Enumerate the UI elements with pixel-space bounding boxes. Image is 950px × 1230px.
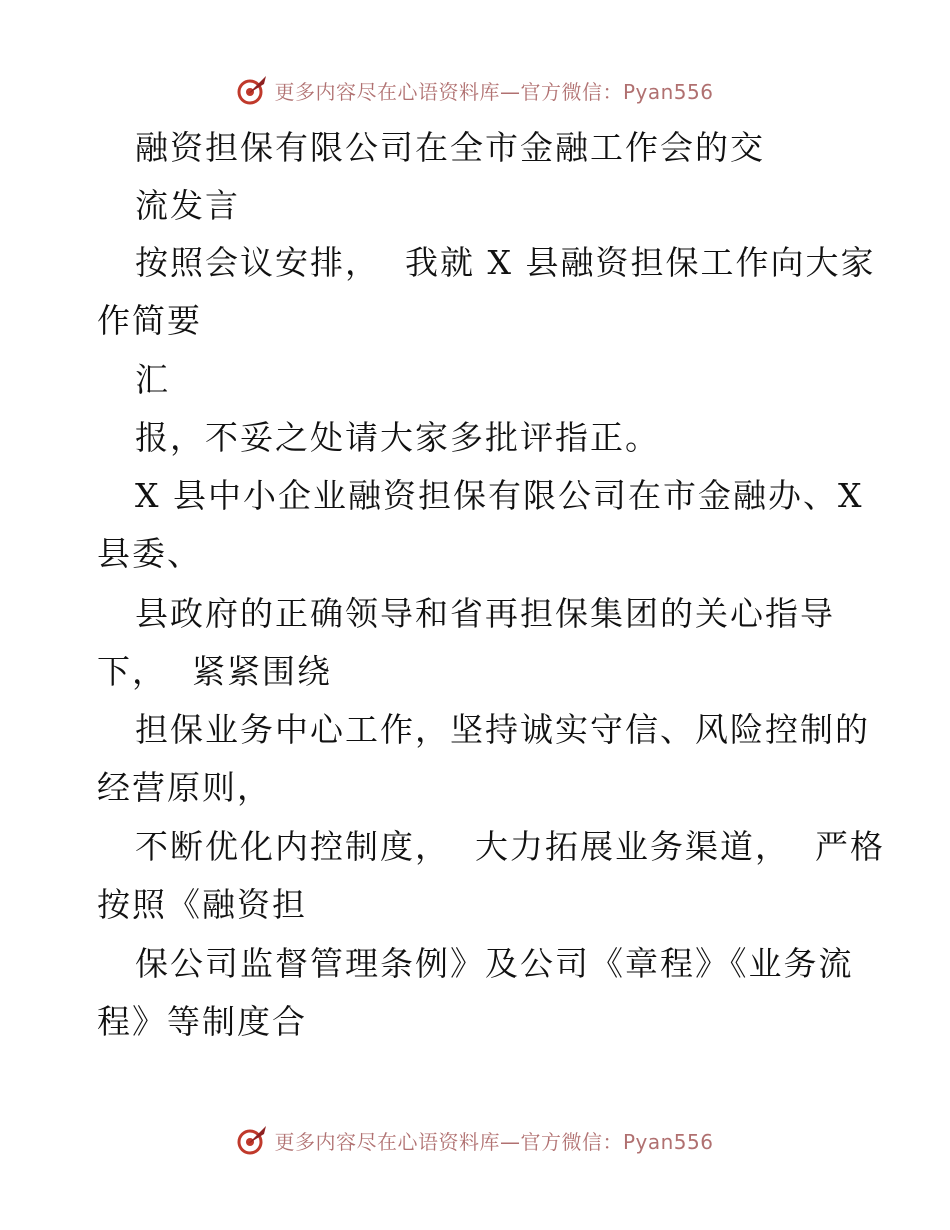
paragraph-line: 经营原则， [97, 768, 272, 807]
paragraph-line: 程》等制度合 [97, 1002, 307, 1041]
paragraph-line: 县委、 [97, 534, 202, 573]
paragraph-line: X 县中小企业融资担保有限公司在市金融办、X [135, 476, 864, 515]
paragraph-line: 报，不妥之处请大家多批评指正。 [135, 418, 660, 457]
header-banner-text: 更多内容尽在心语资料库—官方微信：Pyan556 [274, 79, 714, 104]
paragraph-line: 不断优化内控制度， 大力拓展业务渠道， 严格 [135, 827, 885, 866]
paragraph-line: 保公司监督管理条例》及公司《章程》《业务流 [135, 944, 854, 983]
quill-logo-icon [236, 1124, 268, 1156]
paragraph-line: 按照会议安排， 我就 X 县融资担保工作向大家 [135, 243, 876, 282]
document-title-line-2: 流发言 [135, 186, 240, 225]
paragraph-line: 按照《融资担 [97, 885, 307, 924]
footer-banner [0, 1120, 950, 1160]
paragraph-line: 作简要 [97, 301, 202, 340]
paragraph-line: 下， 紧紧围绕 [97, 652, 332, 691]
paragraph-line: 担保业务中心工作，坚持诚实守信、风险控制的 [135, 710, 870, 749]
footer-banner-text: 更多内容尽在心语资料库—官方微信：Pyan556 [274, 1129, 714, 1154]
paragraph-line: 汇 [135, 360, 170, 399]
paragraph-line: 县政府的正确领导和省再担保集团的关心指导 [135, 594, 835, 633]
document-title-line-1: 融资担保有限公司在全市金融工作会的交 [135, 128, 765, 167]
